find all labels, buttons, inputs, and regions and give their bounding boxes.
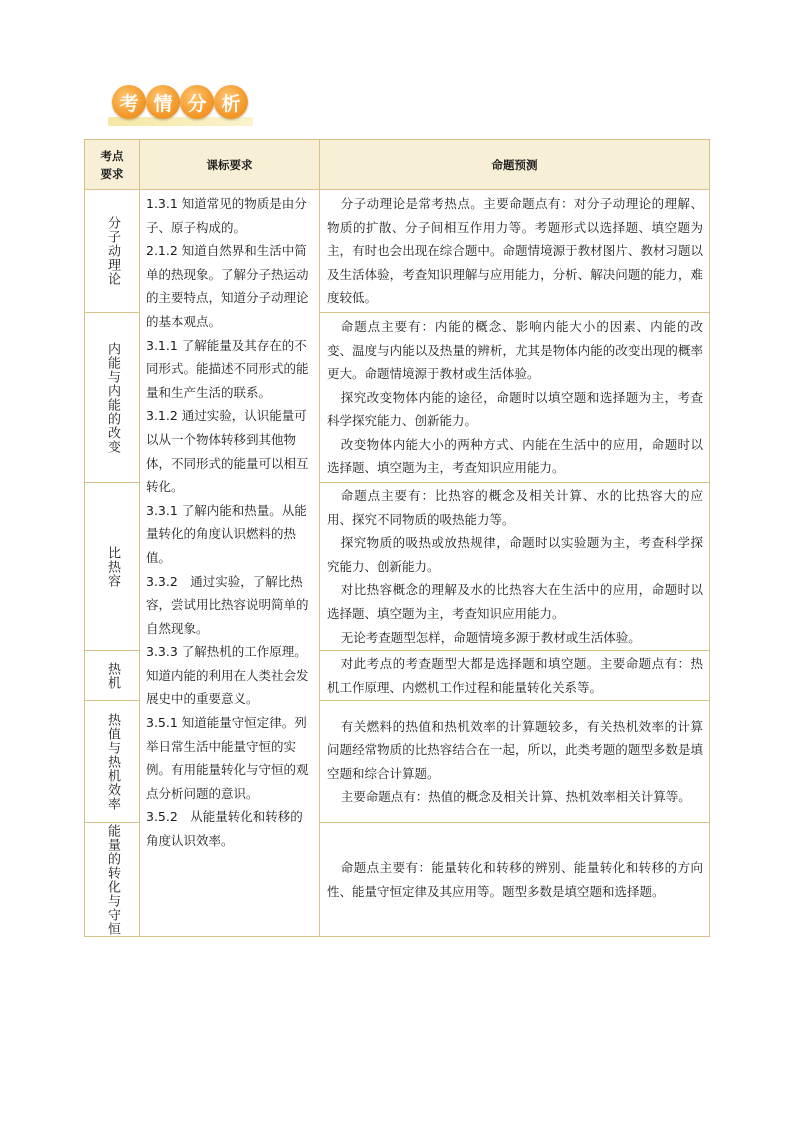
- standard-item: 3.3.3 了解热机的工作原理。知道内能的利用在人类社会发展史中的重要意义。: [146, 644, 309, 707]
- prediction-paragraph: 主要命题点有：热值的概念及相关计算、热机效率相关计算等。: [340, 789, 691, 805]
- topic-label: 比热容: [105, 545, 120, 588]
- prediction-cell: [320, 823, 710, 937]
- prediction-paragraph: 探究改变物体内能的途径，命题时以填空题和选择题为主，考查科学探究能力、创新能力。: [327, 389, 703, 429]
- topic-label: 能量的转化与守恒: [105, 823, 120, 936]
- prediction-paragraph: 对此考点的考查题型大都是选择题和填空题。主要命题点有：热机工作原理、内燃机工作过程和能量转化关系等。: [327, 656, 703, 695]
- topic-label: 热值与热机效率: [105, 712, 120, 811]
- prediction-paragraph: 命题点主要有：比热容的概念及相关计算、水的比热容大的应用、探究不同物质的吸热能力等。: [327, 488, 703, 527]
- standard-item: 3.5.2 从能量转化和转移的角度认识效率。: [146, 809, 303, 849]
- header-standard: 课标要求: [140, 140, 320, 190]
- topic-cell: [85, 701, 140, 823]
- section-logo: [108, 83, 258, 129]
- topic-label: 热机: [105, 661, 120, 690]
- header-topic: 考点 要求: [85, 140, 140, 190]
- topic-cell: [85, 651, 140, 701]
- prediction-paragraph: 命题点主要有：能量转化和转移的辨别、能量转化和转移的方向性、能量守恒定律及其应用等。题型多数是填空题和选择题。: [327, 860, 703, 899]
- header-prediction: 命题预测: [320, 140, 710, 190]
- topic-label: 内能与内能的改变: [105, 341, 120, 454]
- logo-char-1: 考: [112, 85, 146, 119]
- topic-label: 分子动理论: [105, 216, 120, 286]
- prediction-paragraph: 分子动理论是常考热点。主要命题点有：对分子动理论的理解、物质的扩散、分子间相互作用力等。考题形式以选择题、填空题为主，有时也会出现在综合题中。命题情境源于教材图片、教材习题以及生活体验，考查知识理解与应用能力，分析、解决问题的能力，难度较低。: [327, 196, 703, 306]
- prediction-paragraph: 有关燃料的热值和热机效率的计算题较多，有关热机效率的计算问题经常物质的比热容结合在一起，所以，此类考题的题型多数是填空题和综合计算题。: [327, 718, 703, 781]
- topic-cell: [85, 313, 140, 483]
- prediction-cell: [320, 701, 710, 823]
- prediction-cell: [320, 483, 710, 651]
- prediction-paragraph: 无论考查题型怎样，命题情境多源于教材或生活体验。: [340, 629, 641, 645]
- prediction-cell: [320, 190, 710, 313]
- standard-item: 2.1.2 知道自然界和生活中简单的热现象。了解分子热运动的主要特点，知道分子动理论的基本观点。: [146, 243, 309, 329]
- prediction-paragraph: 对比热容概念的理解及水的比热容大在生活中的应用，命题时以选择题、填空题为主，考查知识应用能力。: [327, 582, 703, 621]
- logo-char-4: 析: [214, 85, 248, 119]
- prediction-cell: [320, 651, 710, 701]
- prediction-cell: [320, 313, 710, 483]
- prediction-paragraph: 命题点主要有：内能的概念、影响内能大小的因素、内能的改变、温度与内能以及热量的辨析，尤其是物体内能的改变出现的概率更大。命题情境源于教材或生活体验。: [327, 318, 703, 382]
- topic-cell: [85, 190, 140, 313]
- standard-item: 3.3.2 通过实验，了解比热容，尝试用比热容说明简单的自然现象。: [146, 573, 309, 636]
- logo-char-3: 分: [180, 85, 214, 119]
- standard-item: 1.3.1 知道常见的物质是由分子、原子构成的。: [146, 196, 307, 235]
- logo-char-2: 情: [146, 85, 180, 119]
- standard-item: 3.1.2 通过实验，认识能量可以从一个物体转移到其他物体，不同形式的能量可以相互转化。: [146, 408, 309, 495]
- topic-cell: [85, 823, 140, 937]
- analysis-table: [84, 139, 710, 937]
- table-row: [85, 190, 710, 313]
- standard-item: 3.5.1 知道能量守恒定律。列举日常生活中能量守恒的实例。有用能量转化与守恒的观点分析问题的意识。: [146, 715, 309, 801]
- prediction-paragraph: 探究物质的吸热或放热规律，命题时以实验题为主，考查科学探究能力、创新能力。: [327, 535, 703, 574]
- standard-item: 3.3.1 了解内能和热量。从能量转化的角度认识燃料的热值。: [146, 502, 307, 565]
- standard-item: 3.1.1 了解能量及其存在的不同形式。能描述不同形式的能量和生产生活的联系。: [146, 337, 309, 400]
- topic-cell: [85, 483, 140, 651]
- standards-cell: [140, 190, 320, 937]
- header-row: [85, 140, 710, 190]
- prediction-paragraph: 改变物体内能大小的两种方式、内能在生活中的应用，命题时以选择题、填空题为主，考查知识应用能力。: [327, 436, 703, 476]
